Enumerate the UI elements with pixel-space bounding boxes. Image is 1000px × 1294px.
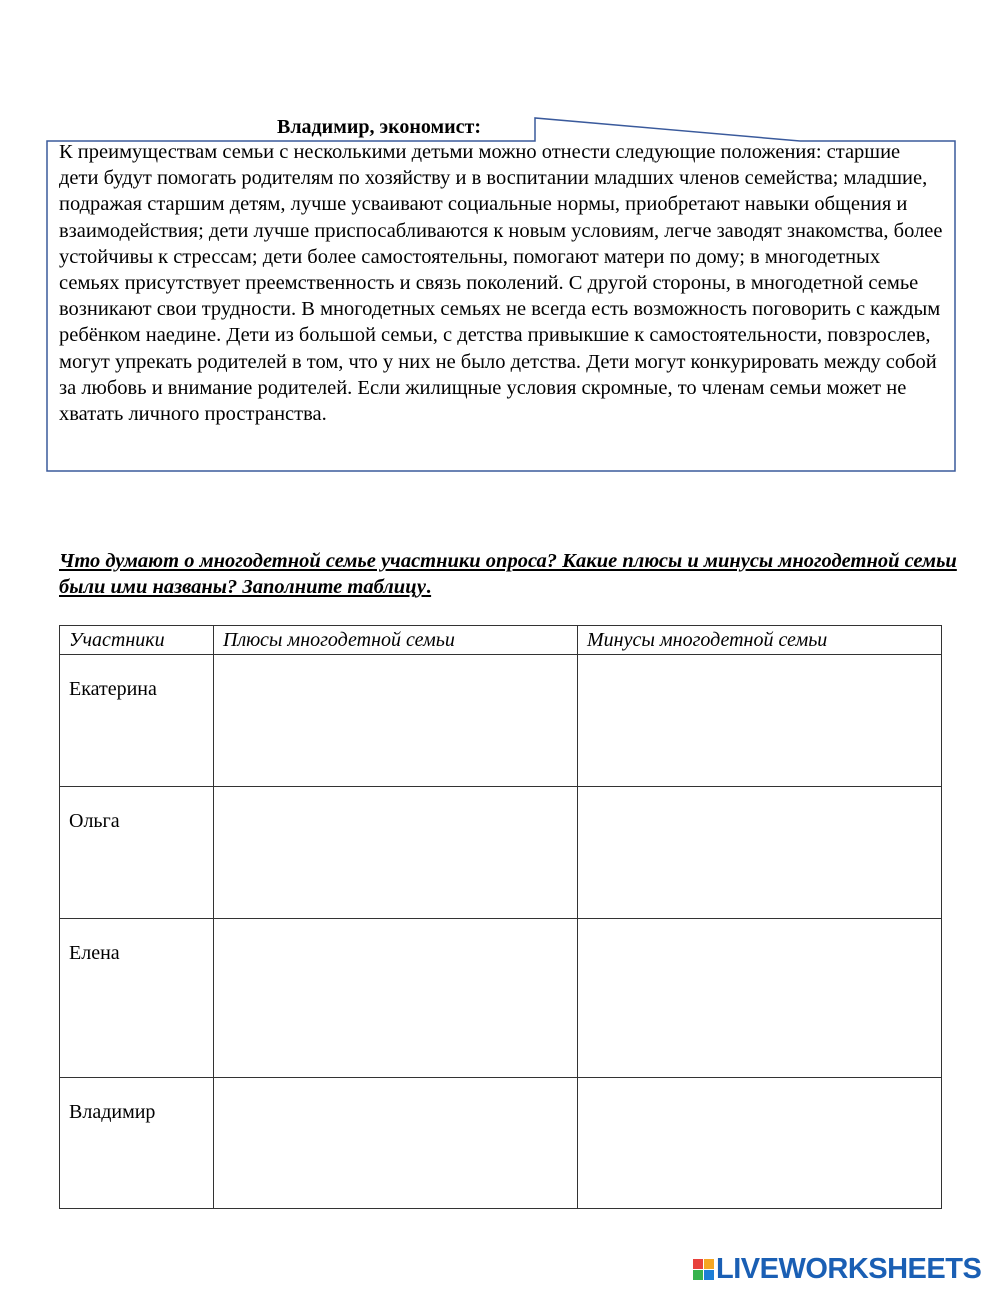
speaker-label: Владимир, экономист: (277, 116, 482, 138)
table-row (60, 655, 942, 787)
header-pros: Плюсы многодетной семьи (214, 626, 578, 655)
header-participants: Участники (60, 626, 214, 655)
task-question-text: Что думают о многодетной семье участники опроса? Какие плюсы и минусы многодетной семьи были ими названы? Заполните таблицу (59, 550, 957, 598)
header-cons: Минусы многодетной семьи (578, 626, 942, 655)
logo-square-icon (704, 1270, 714, 1280)
pros-cell[interactable] (214, 919, 578, 1078)
logo-icon (693, 1259, 714, 1280)
table-row (60, 1078, 942, 1209)
liveworksheets-logo (693, 1254, 981, 1284)
cons-cell[interactable] (578, 787, 942, 919)
participant-name: Ольга (60, 787, 214, 919)
cons-cell[interactable] (578, 1078, 942, 1209)
logo-square-icon (704, 1259, 714, 1269)
task-question (59, 548, 959, 600)
table-row (60, 787, 942, 919)
task-question-period: . (425, 576, 432, 598)
cons-cell[interactable] (578, 655, 942, 787)
table-row (60, 919, 942, 1078)
logo-text: LIVEWORKSHEETS (716, 1252, 982, 1285)
table-header-row (60, 626, 942, 655)
participant-name: Владимир (60, 1078, 214, 1209)
callout-text: К преимуществам семьи с несколькими детьми можно отнести следующие положения: старшие дети будут помогать родителям по хозяйству и в воспитании младших членов семейства; младшие, подражая старшим детям, лучше усваивают социальные нормы, приобретают навыки общения и взаимодействия; дети лучше приспосабливаются к новым условиям, легче заводят знакомства, более устойчивы к стрессам; дети более самостоятельны, помогают матери по дому; в многодетных семьях присутствует преемственность и связь поколений. С другой стороны, в многодетной семье возникают свои трудности. В многодетных семьях не всегда есть возможность поговорить с каждым ребёнком наедине. Дети из большой семьи, с детства привыкшие к самостоятельности, повзрослев, могут упрекать родителей в том, что у них не было детства. Дети могут конкурировать между собой за любовь и внимание родителей. Если жилищные условия скромные, то членам семьи может не хватать личного пространства. (59, 141, 943, 426)
participant-name: Екатерина (60, 655, 214, 787)
pros-cell[interactable] (214, 1078, 578, 1209)
logo-square-icon (693, 1270, 703, 1280)
participant-name: Елена (60, 919, 214, 1078)
survey-table (59, 625, 942, 1209)
cons-cell[interactable] (578, 919, 942, 1078)
pros-cell[interactable] (214, 787, 578, 919)
pros-cell[interactable] (214, 655, 578, 787)
logo-square-icon (693, 1259, 703, 1269)
